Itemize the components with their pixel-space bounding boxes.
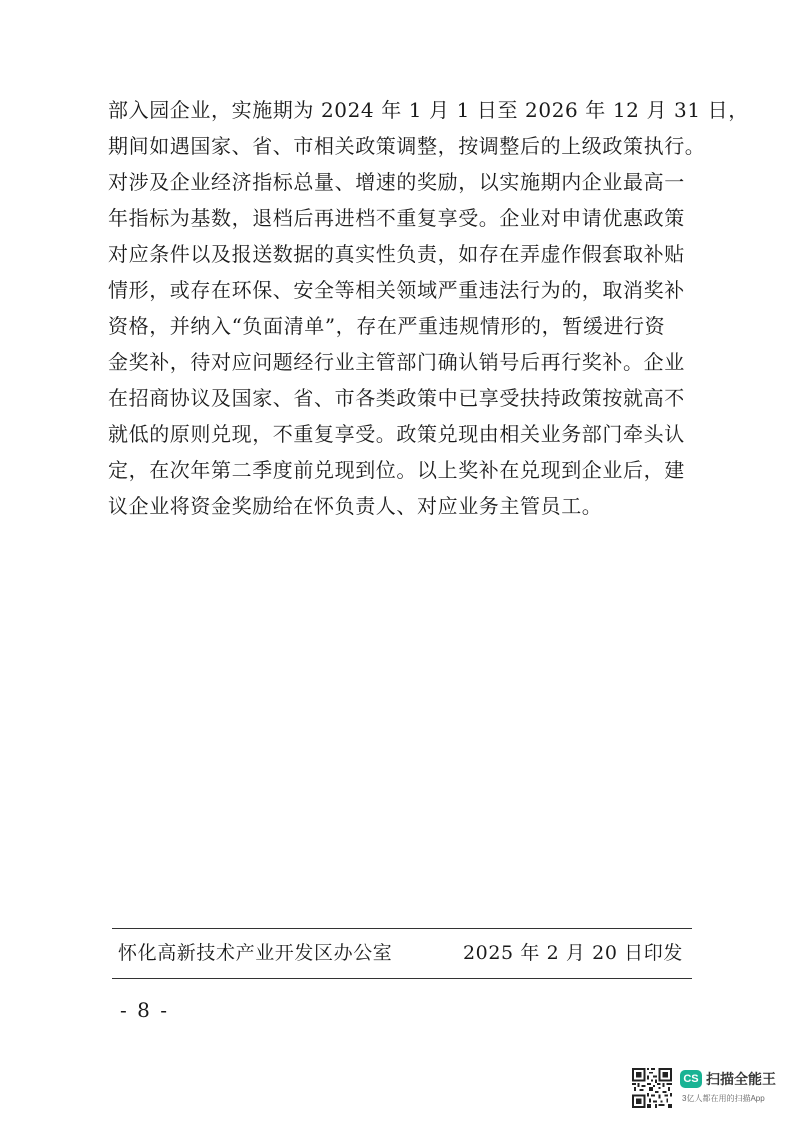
watermark-brand-name: 扫描全能王 — [706, 1071, 776, 1087]
body-line: 对应条件以及报送数据的真实性负责，如存在弄虚作假套取补贴 — [108, 242, 685, 266]
issuing-organization: 怀化高新技术产业开发区办公室 — [118, 942, 393, 964]
issue-date: 2025 年 2 月 20 日印发 — [462, 942, 683, 964]
body-line: 定，在次年第二季度前兑现到位。以上奖补在兑现到企业后，建 — [108, 458, 685, 482]
page-number: - 8 - — [120, 998, 169, 1022]
body-line: 资格，并纳入“负面清单”，存在严重违规情形的，暂缓进行资 — [108, 314, 666, 338]
body-line: 议企业将资金奖励给在怀负责人、对应业务主管员工。 — [108, 494, 603, 518]
scanner-watermark — [632, 1066, 782, 1114]
qr-code-icon — [632, 1068, 672, 1108]
body-line: 部入园企业，实施期为 2024 年 1 月 1 日至 2026 年 12 月 31 日， — [108, 98, 749, 122]
body-line: 年指标为基数，退档后再进档不重复享受。企业对申请优惠政策 — [108, 206, 685, 230]
footer-bottom-rule — [112, 978, 692, 979]
camscanner-logo-icon: CS — [680, 1070, 702, 1088]
watermark-tagline: 3亿人都在用的扫描App — [682, 1094, 765, 1103]
body-line: 对涉及企业经济指标总量、增速的奖励，以实施期内企业最高一 — [108, 170, 685, 194]
footer-top-rule — [112, 928, 692, 929]
body-line: 金奖补，待对应问题经行业主管部门确认销号后再行奖补。企业 — [108, 350, 685, 374]
body-line: 就低的原则兑现，不重复享受。政策兑现由相关业务部门牵头认 — [108, 422, 685, 446]
body-line: 情形，或存在环保、安全等相关领域严重违法行为的，取消奖补 — [108, 278, 685, 302]
body-line: 期间如遇国家、省、市相关政策调整，按调整后的上级政策执行。 — [108, 134, 706, 158]
document-body — [108, 92, 749, 524]
body-line: 在招商协议及国家、省、市各类政策中已享受扶持政策按就高不 — [108, 386, 685, 410]
